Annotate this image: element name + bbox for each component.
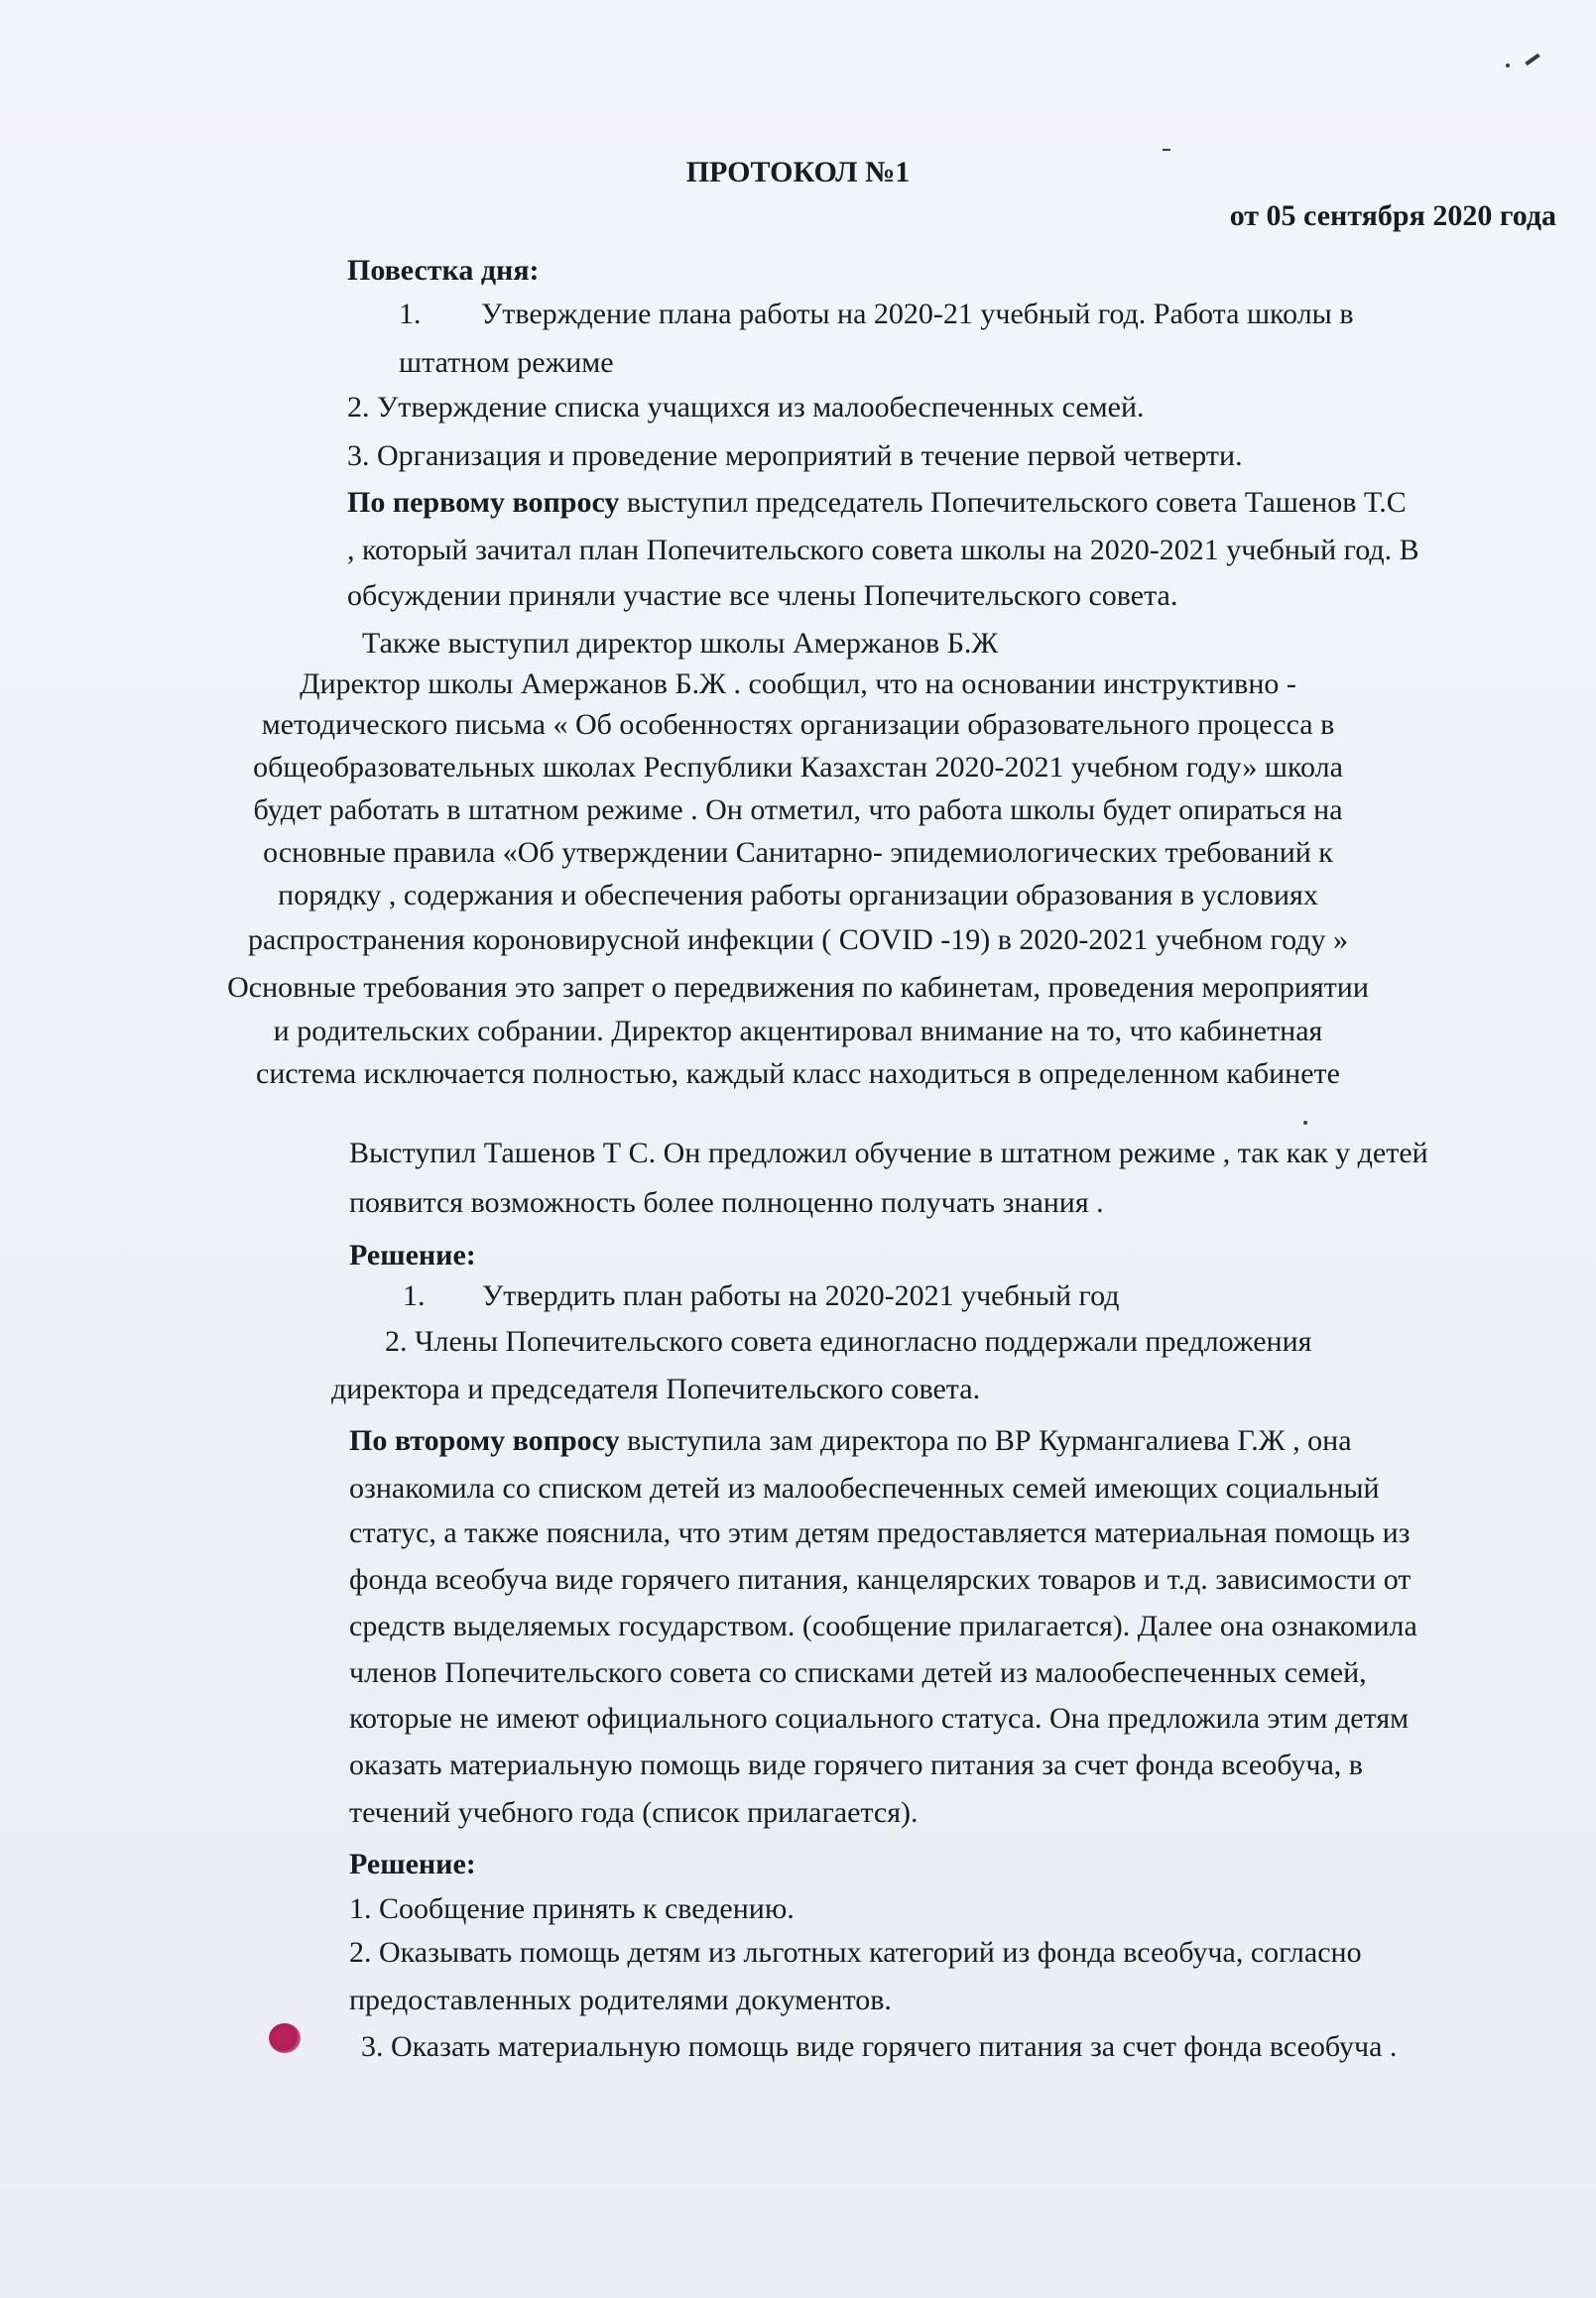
ink-blot	[269, 2023, 301, 2053]
q2-decision-2-line-2: предоставленных родителями документов.	[349, 1984, 892, 2016]
director-line-8: Основные требования это запрет о передвижения по кабинетам, проведения мероприятии	[227, 971, 1369, 1004]
agenda-item-3: 3. Организация и проведение мероприятий в течение первой четверти.	[347, 439, 1243, 472]
q2-decision-2-line-1: 2. Оказывать помощь детям из льготных категорий из фонда всеобуча, согласно	[349, 1936, 1362, 1969]
q2-decision-1: 1. Сообщение принять к сведению.	[349, 1892, 795, 1925]
q1-paragraph-line-2: , который зачитал план Попечительского совета школы на 2020-2021 учебный год. В	[347, 534, 1419, 566]
q1-decision-2-line-2: директора и председателя Попечительского совета.	[331, 1373, 981, 1405]
q2-paragraph-line-7: которые не имеют официального социального статуса. Она предложила этим детям	[349, 1702, 1410, 1735]
q2-paragraph-line-1	[349, 1421, 1352, 1461]
agenda-item-2: 2. Утверждение списка учащихся из малообеспеченных семей.	[347, 391, 1145, 423]
q1-decision-heading: Решение:	[349, 1239, 476, 1271]
director-line-9: и родительских собрании. Директор акцентировал внимание на то, что кабинетная	[273, 1015, 1323, 1047]
q1-paragraph-line-3: обсуждении приняли участие все члены Попечительского совета.	[347, 579, 1178, 612]
protocol-title: ПРОТОКОЛ №1	[685, 156, 911, 188]
agenda-item-1-text: Утверждение плана работы на 2020-21 учебный год. Работа школы в	[481, 298, 1354, 330]
q1-paragraph-line-4: Также выступил директор школы Амержанов Б.Ж	[362, 627, 999, 660]
director-line-6: порядку , содержания и обеспечения работы организации образования в условиях	[278, 879, 1318, 911]
tashenov-line-1: Выступил Ташенов Т С. Он предложил обучение в штатном режиме , так как у детей	[349, 1137, 1428, 1169]
q1-decision-2-line-1: 2. Члены Попечительского совета единогласно поддержали предложения	[385, 1325, 1312, 1358]
agenda-item-1	[399, 295, 1354, 334]
scan-speck	[1506, 63, 1510, 67]
director-line-1: Директор школы Амержанов Б.Ж . сообщил, что на основании инструктивно -	[300, 667, 1296, 700]
q2-paragraph-line-8: оказать материальную помощь виде горячего питания за счет фонда всеобуча, в	[349, 1749, 1363, 1781]
scan-speck	[1303, 1121, 1307, 1125]
agenda-item-1-number: 1.	[399, 298, 422, 330]
agenda-heading: Повестка дня:	[347, 254, 540, 287]
scan-speck	[1163, 149, 1170, 151]
q2-line-1-text: выступила зам директора по ВР Курмангалиева Г.Ж , она	[619, 1424, 1352, 1457]
q2-paragraph-line-2: ознакомила со списком детей из малообеспеченных семей имеющих социальный	[349, 1472, 1380, 1505]
q2-paragraph-line-5: средств выделяемых государством. (сообщение прилагается). Далее она ознакомила	[349, 1610, 1417, 1642]
q1-decision-1	[403, 1276, 1119, 1316]
q1-decision-1-text: Утвердить план работы на 2020-2021 учебный год	[482, 1279, 1120, 1312]
q2-paragraph-line-3: статус, а также пояснила, что этим детям предоставляется материальная помощь из	[349, 1516, 1411, 1549]
protocol-date: от 05 сентября 2020 года	[1229, 199, 1556, 232]
q1-line-1-text: выступил председатель Попечительского совета Ташенов Т.С	[619, 486, 1407, 519]
director-line-10: система исключается полностью, каждый класс находиться в определенном кабинете	[256, 1057, 1340, 1090]
q2-paragraph-line-6: членов Попечительского совета со списками детей из малообеспеченных семей,	[349, 1656, 1367, 1689]
director-line-7: распространения короновирусной инфекции ( COVID -19) в 2020-2021 учебном году »	[248, 923, 1348, 956]
q2-decision-heading: Решение:	[349, 1848, 476, 1880]
director-line-4: будет работать в штатном режиме . Он отметил, что работа школы будет опираться на	[253, 793, 1343, 826]
director-line-3: общеобразовательных школах Республики Казахстан 2020-2021 учебном году» школа	[253, 751, 1343, 784]
q2-paragraph-line-4: фонда всеобуча виде горячего питания, канцелярских товаров и т.д. зависимости от	[349, 1563, 1412, 1596]
q2-decision-3: 3. Оказать материальную помощь виде горячего питания за счет фонда всеобуча .	[361, 2030, 1398, 2063]
q1-decision-1-number: 1.	[403, 1279, 426, 1312]
q2-lead: По второму вопросу	[349, 1424, 620, 1457]
tashenov-line-2: появится возможность более полноценно получать знания .	[349, 1186, 1104, 1219]
director-line-5: основные правила «Об утверждении Санитарно- эпидемиологических требований к	[263, 836, 1333, 869]
agenda-item-1-continued: штатном режиме	[399, 346, 614, 379]
q2-paragraph-line-9: течений учебного года (список прилагается).	[349, 1796, 919, 1829]
scan-speck	[1525, 54, 1539, 65]
director-line-2: методического письма « Об особенностях организации образовательного процесса в	[261, 708, 1335, 741]
q1-paragraph-line-1	[347, 483, 1407, 523]
q1-lead: По первому вопросу	[347, 486, 620, 519]
